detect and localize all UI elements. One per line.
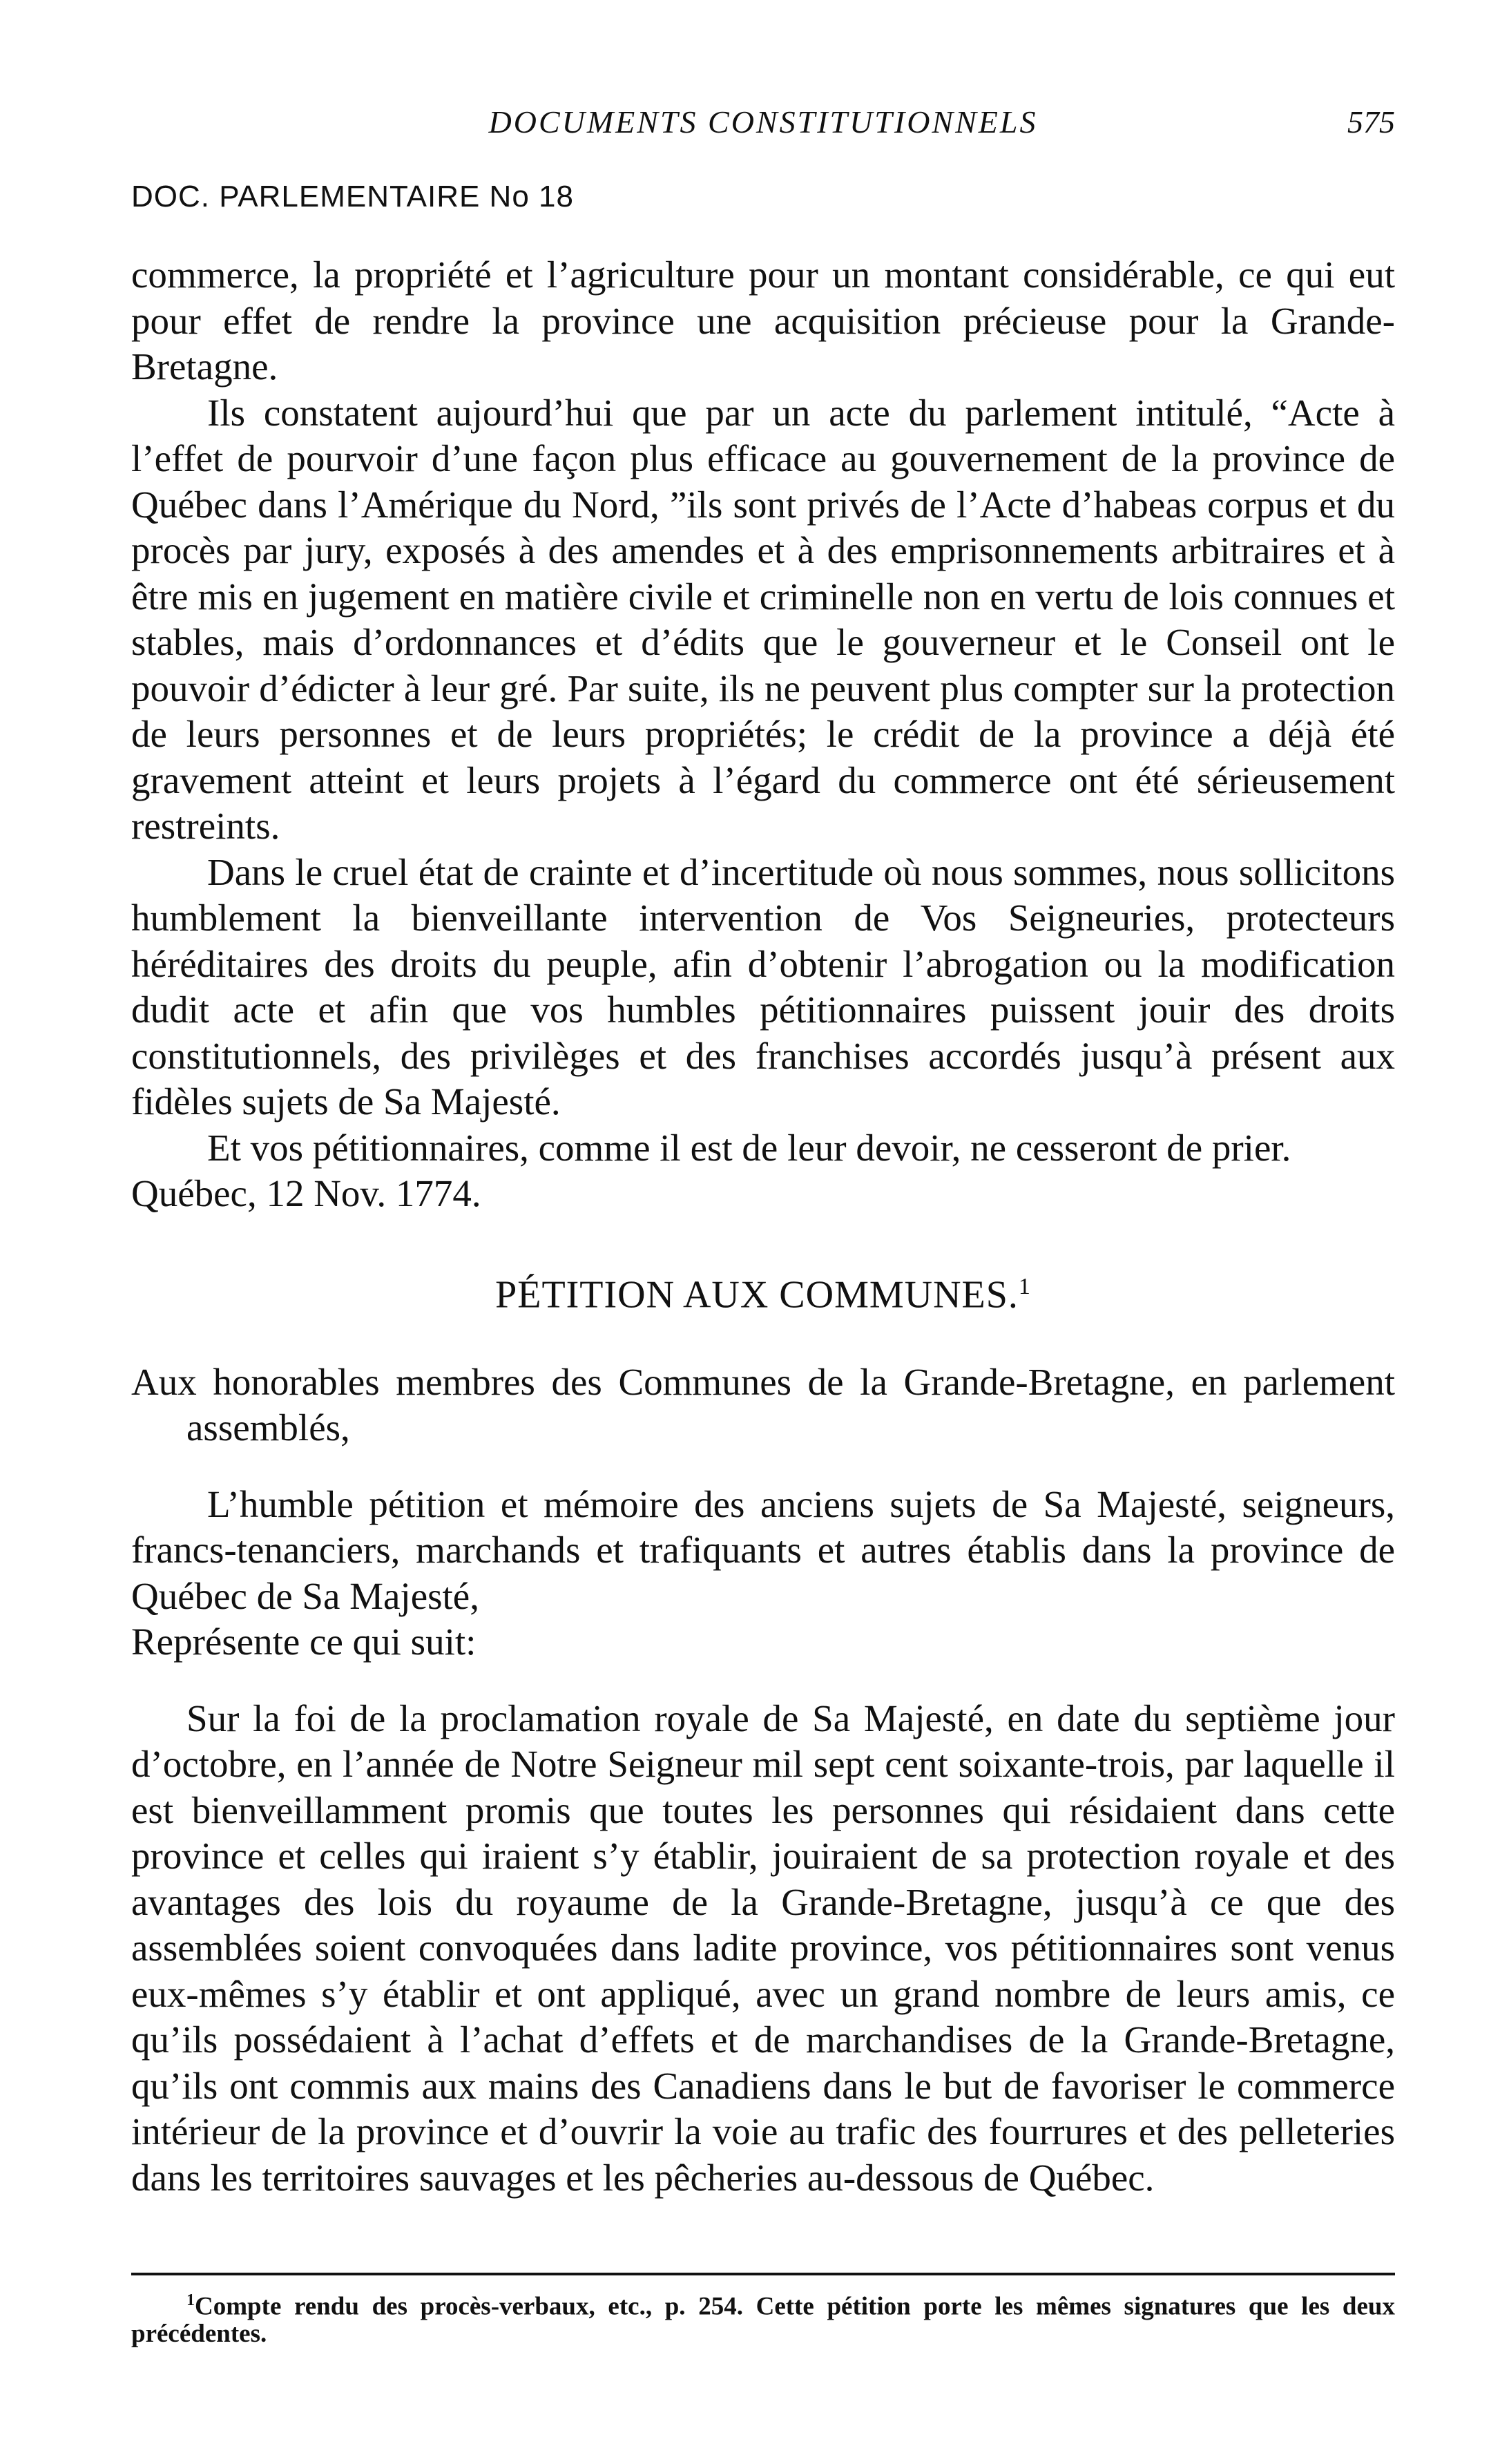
paragraph: L’humble pétition et mémoire des anciens sujets de Sa Majesté, seigneurs, francs-tenanciers, marchands et trafiquants et autres établis dans la province de Québec de Sa Majesté,	[131, 1482, 1395, 1617]
footnote-divider	[131, 2273, 1395, 2275]
body-text	[131, 252, 1395, 2201]
footnote	[131, 2286, 1395, 2348]
paragraph: Représente ce qui suit:	[131, 1621, 477, 1663]
running-head	[131, 104, 1395, 152]
document-label: DOC. PARLEMENTAIRE No 18	[131, 180, 574, 213]
paragraph: Et vos pétitionnaires, comme il est de leur devoir, ne cesseront de prier.	[207, 1126, 1291, 1169]
page-number: 575	[1347, 104, 1395, 140]
date-line: Québec, 12 Nov. 1774.	[131, 1172, 481, 1214]
footnote-body: Compte rendu des procès-verbaux, etc., p. 254. Cette pétition porte les mêmes signatures que les deux précédentes.	[131, 2292, 1395, 2349]
paragraph: Ils constatent aujourd’hui que par un acte du parlement intitulé, “Acte à l’effet de pourvoir d’une façon plus efficace au gouvernement de la province de Québec dans l’Amérique du Nord, ”ils sont privés de l’Acte d’habeas corpus et du procès par jury, exposés à des amendes et à des emprisonnements arbitraires et à être mis en jugement en matière civile et criminelle non en vertu de lois connues et stables, mais d’ordonnances et d’édits que le gouverneur et le Conseil ont le pouvoir d’édicter à leur gré. Par suite, ils ne peuvent plus compter sur la protection de leurs personnes et de leurs propriétés; le crédit de la province a déjà été gravement atteint et leurs projets à l’égard du commerce ont été sérieusement restreints.	[131, 391, 1395, 847]
paragraph: Dans le cruel état de crainte et d’incertitude où nous sommes, nous sollicitons humblement la bienveillante intervention de Vos Seigneuries, protecteurs héréditaires des droits du peuple, afin d’obtenir l’abrogation ou la modification dudit acte et afin que vos humbles pétitionnaires puissent jouir des droits constitutionnels, des privilèges et des franchises accordés jusqu’à présent aux fidèles sujets de Sa Majesté.	[131, 850, 1395, 1123]
paragraph: Sur la foi de la proclamation royale de Sa Majesté, en date du septième jour d’octobre, en l’année de Notre Seigneur mil sept cent soixante-trois, par laquelle il est bienveillamment promis que toutes les personnes qui résidaient dans cette province et celles qui iraient s’y établir, jouiraient de sa protection royale et des avantages des lois du royaume de la Grande-Bretagne, jusqu’à ce que des assemblées soient convoquées dans ladite province, vos pétitionnaires sont venus eux-mêmes s’y établir et ont appliqué, avec un grand nombre de leurs amis, ce qu’ils possédaient à l’achat d’effets et de marchandises de la Grande-Bretagne, qu’ils ont commis aux mains des Canadiens dans le but de favoriser le commerce intérieur de la province et d’ouvrir la voie au trafic des fourrures et des pelleteries dans les territoires sauvages et les pêcheries au-dessous de Québec.	[131, 1697, 1395, 2199]
footnote-reference: 1	[1018, 1273, 1031, 1299]
running-title: DOCUMENTS CONSTITUTIONNELS	[488, 104, 1038, 140]
footnote-text	[131, 2286, 1395, 2348]
address-line: Aux honorables membres des Communes de la Grande-Bretagne, en parlement assemblés,	[131, 1360, 1395, 1449]
footnote-marker: 1	[186, 2291, 195, 2309]
paragraph-continued: commerce, la propriété et l’agriculture pour un montant considérable, ce qui eut pour effet de rendre la province une acquisition précieuse pour la Grande-Bretagne.	[131, 254, 1395, 388]
section-heading	[131, 1264, 1395, 1318]
heading-text: PÉTITION AUX COMMUNES.	[495, 1273, 1019, 1317]
